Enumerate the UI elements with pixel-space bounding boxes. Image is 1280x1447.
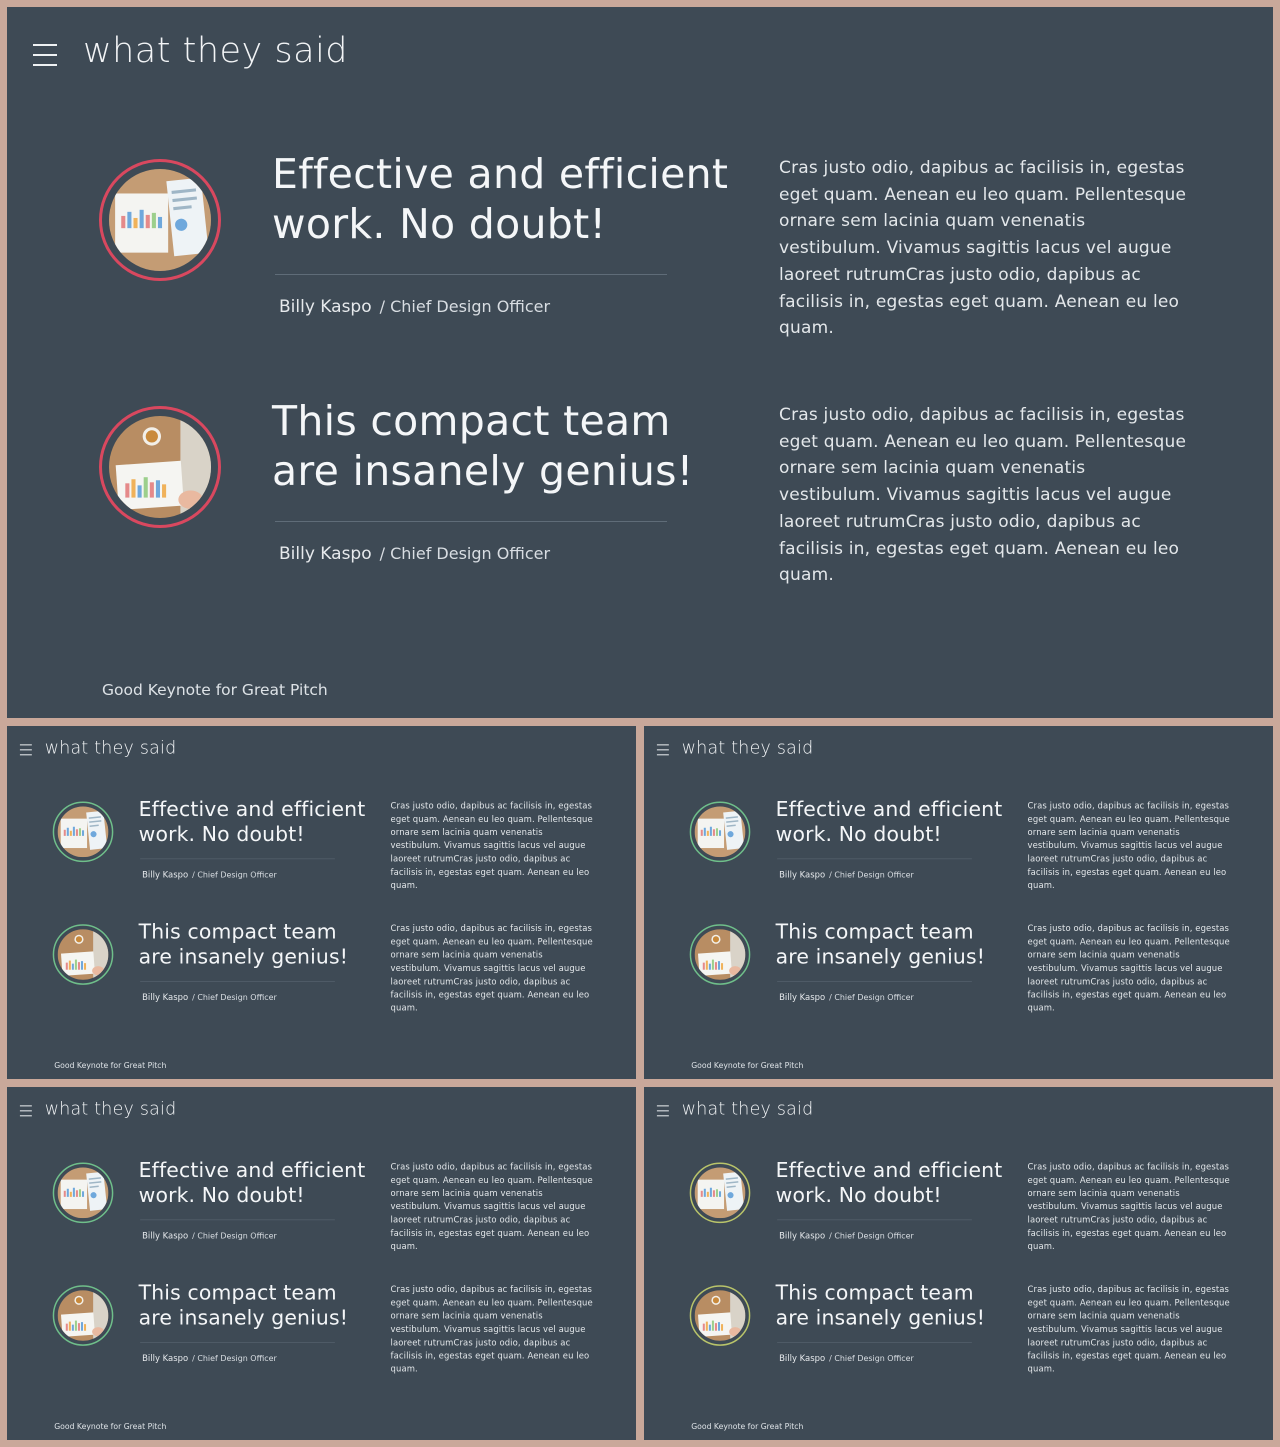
avatar-desk-charts (53, 802, 114, 863)
testimonial-author (779, 1231, 914, 1241)
author-role: / Chief Design Officer (829, 1353, 914, 1364)
testimonial-quote: Effective and efficient work. No doubt! (138, 1158, 366, 1207)
coffee-report-photo-icon (109, 416, 211, 518)
coffee-report-photo-icon (58, 929, 109, 980)
author-role: / Chief Design Officer (379, 544, 551, 563)
testimonial-quote: Effective and efficient work. No doubt! (775, 1158, 1003, 1207)
desk-charts-photo-icon (695, 1167, 746, 1218)
testimonial-author (142, 1231, 277, 1241)
author-role: / Chief Design Officer (192, 870, 277, 880)
hamburger-menu-icon[interactable] (657, 1105, 669, 1117)
slide-footer: Good Keynote for Great Pitch (54, 1421, 167, 1431)
slide-stage (7, 7, 1273, 718)
slide-stage (7, 1087, 636, 1440)
author-name: Billy Kaspo (779, 870, 826, 881)
slide-thumbnail-4[interactable] (644, 1087, 1273, 1440)
testimonial-author (142, 993, 277, 1003)
testimonial-author (779, 870, 914, 880)
slide-title: what they said (44, 737, 177, 758)
desk-charts-photo-icon (109, 169, 211, 271)
testimonial-body: Cras justo odio, dapibus ac facilisis in, egestas eget quam. Aenean eu leo quam. Pellentesque ornare sem lacinia quam venenatis vestibulum. Vivamus sagittis lacus vel augue laoreet rutrumCras justo odio, dapibus ac facilisis in, egestas eget quam. Aenean eu leo quam. (1027, 801, 1230, 891)
slide-thumbnail-2[interactable] (644, 726, 1273, 1079)
slide-title: what they said (83, 31, 349, 71)
testimonial-author (279, 544, 550, 564)
testimonial-quote: Effective and efficient work. No doubt! (775, 797, 1003, 846)
slide-main[interactable] (7, 7, 1273, 718)
author-name: Billy Kaspo (142, 1353, 189, 1364)
testimonial-quote: This compact team are insanely genius! (775, 919, 986, 969)
testimonial-body: Cras justo odio, dapibus ac facilisis in, egestas eget quam. Aenean eu leo quam. Pellentesque ornare sem lacinia quam venenatis vestibulum. Vivamus sagittis lacus vel augue laoreet rutrumCras justo odio, dapibus ac facilisis in, egestas eget quam. Aenean eu leo quam. (1027, 923, 1230, 1014)
desk-charts-photo-icon (695, 806, 746, 857)
testimonial-divider (275, 521, 667, 522)
author-name: Billy Kaspo (142, 1231, 189, 1242)
coffee-report-photo-icon (695, 929, 746, 980)
testimonial-body: Cras justo odio, dapibus ac facilisis in, egestas eget quam. Aenean eu leo quam. Pellentesque ornare sem lacinia quam venenatis vestibulum. Vivamus sagittis lacus vel augue laoreet rutrumCras justo odio, dapibus ac facilisis in, egestas eget quam. Aenean eu leo quam. (1027, 1284, 1230, 1375)
testimonial-quote: This compact team are insanely genius! (775, 1280, 986, 1330)
testimonial-body: Cras justo odio, dapibus ac facilisis in, egestas eget quam. Aenean eu leo quam. Pellentesque ornare sem lacinia quam venenatis vestibulum. Vivamus sagittis lacus vel augue laoreet rutrumCras justo odio, dapibus ac facilisis in, egestas eget quam. Aenean eu leo quam. (1027, 1162, 1230, 1252)
testimonial-quote: Effective and efficient work. No doubt! (272, 150, 729, 248)
author-name: Billy Kaspo (279, 297, 372, 317)
avatar-coffee-report (53, 1285, 114, 1346)
slide-thumbnail-3[interactable] (7, 1087, 636, 1440)
author-name: Billy Kaspo (142, 870, 189, 881)
avatar-desk-charts (690, 802, 751, 863)
testimonial-body: Cras justo odio, dapibus ac facilisis in, egestas eget quam. Aenean eu leo quam. Pellentesque ornare sem lacinia quam venenatis vestibulum. Vivamus sagittis lacus vel augue laoreet rutrumCras justo odio, dapibus ac facilisis in, egestas eget quam. Aenean eu leo quam. (390, 1284, 593, 1375)
avatar-coffee-report (53, 924, 114, 985)
author-name: Billy Kaspo (142, 992, 189, 1003)
avatar-coffee-report (690, 924, 751, 985)
avatar-desk-charts (53, 1163, 114, 1224)
slide-stage (7, 726, 636, 1079)
slide-thumbnail-1[interactable] (7, 726, 636, 1079)
slide-title: what they said (44, 1098, 177, 1119)
author-role: / Chief Design Officer (192, 992, 277, 1003)
author-role: / Chief Design Officer (829, 992, 914, 1003)
hamburger-menu-icon[interactable] (20, 744, 32, 756)
testimonial-body: Cras justo odio, dapibus ac facilisis in, egestas eget quam. Aenean eu leo quam. Pellentesque ornare sem lacinia quam venenatis vestibulum. Vivamus sagittis lacus vel augue laoreet rutrumCras justo odio, dapibus ac facilisis in, egestas eget quam. Aenean eu leo quam. (390, 801, 593, 891)
testimonial-author (779, 993, 914, 1003)
testimonial-author (142, 1354, 277, 1364)
author-name: Billy Kaspo (779, 1353, 826, 1364)
testimonial-quote: This compact team are insanely genius! (138, 919, 349, 969)
testimonial-quote: This compact team are insanely genius! (272, 397, 694, 495)
avatar-desk-charts (690, 1163, 751, 1224)
slide-stage (644, 1087, 1273, 1440)
author-role: / Chief Design Officer (829, 1231, 914, 1241)
slide-footer: Good Keynote for Great Pitch (691, 1421, 804, 1431)
author-role: / Chief Design Officer (192, 1231, 277, 1241)
avatar-desk-charts (99, 159, 221, 281)
avatar-coffee-report (690, 1285, 751, 1346)
coffee-report-photo-icon (58, 1290, 109, 1341)
slide-title: what they said (681, 737, 814, 758)
hamburger-menu-icon[interactable] (657, 744, 669, 756)
desk-charts-photo-icon (58, 806, 109, 857)
testimonial-quote: Effective and efficient work. No doubt! (138, 797, 366, 846)
author-role: / Chief Design Officer (379, 297, 551, 316)
testimonial-divider (275, 274, 667, 275)
author-role: / Chief Design Officer (829, 870, 914, 880)
hamburger-menu-icon[interactable] (33, 44, 57, 68)
slide-title: what they said (681, 1098, 814, 1119)
testimonial-author (279, 297, 550, 317)
avatar-coffee-report (99, 406, 221, 528)
testimonial-author (142, 870, 277, 880)
testimonial-body: Cras justo odio, dapibus ac facilisis in, egestas eget quam. Aenean eu leo quam. Pellentesque ornare sem lacinia quam venenatis vestibulum. Vivamus sagittis lacus vel augue laoreet rutrumCras justo odio, dapibus ac facilisis in, egestas eget quam. Aenean eu leo quam. (390, 1162, 593, 1252)
testimonial-body: Cras justo odio, dapibus ac facilisis in, egestas eget quam. Aenean eu leo quam. Pellentesque ornare sem lacinia quam venenatis vestibulum. Vivamus sagittis lacus vel augue laoreet rutrumCras justo odio, dapibus ac facilisis in, egestas eget quam. Aenean eu leo quam. (390, 923, 593, 1014)
desk-charts-photo-icon (58, 1167, 109, 1218)
author-name: Billy Kaspo (779, 992, 826, 1003)
testimonial-body: Cras justo odio, dapibus ac facilisis in, egestas eget quam. Aenean eu leo quam. Pellentesque ornare sem lacinia quam venenatis vestibulum. Vivamus sagittis lacus vel augue laoreet rutrumCras justo odio, dapibus ac facilisis in, egestas eget quam. Aenean eu leo quam. (779, 405, 1187, 586)
author-name: Billy Kaspo (279, 544, 372, 564)
testimonial-body: Cras justo odio, dapibus ac facilisis in, egestas eget quam. Aenean eu leo quam. Pellentesque ornare sem lacinia quam venenatis vestibulum. Vivamus sagittis lacus vel augue laoreet rutrumCras justo odio, dapibus ac facilisis in, egestas eget quam. Aenean eu leo quam. (779, 158, 1187, 339)
author-role: / Chief Design Officer (192, 1353, 277, 1364)
coffee-report-photo-icon (695, 1290, 746, 1341)
slide-footer: Good Keynote for Great Pitch (54, 1060, 167, 1070)
author-name: Billy Kaspo (779, 1231, 826, 1242)
slide-footer: Good Keynote for Great Pitch (102, 681, 328, 699)
testimonial-author (779, 1354, 914, 1364)
slide-stage (644, 726, 1273, 1079)
testimonial-quote: This compact team are insanely genius! (138, 1280, 349, 1330)
hamburger-menu-icon[interactable] (20, 1105, 32, 1117)
slide-footer: Good Keynote for Great Pitch (691, 1060, 804, 1070)
